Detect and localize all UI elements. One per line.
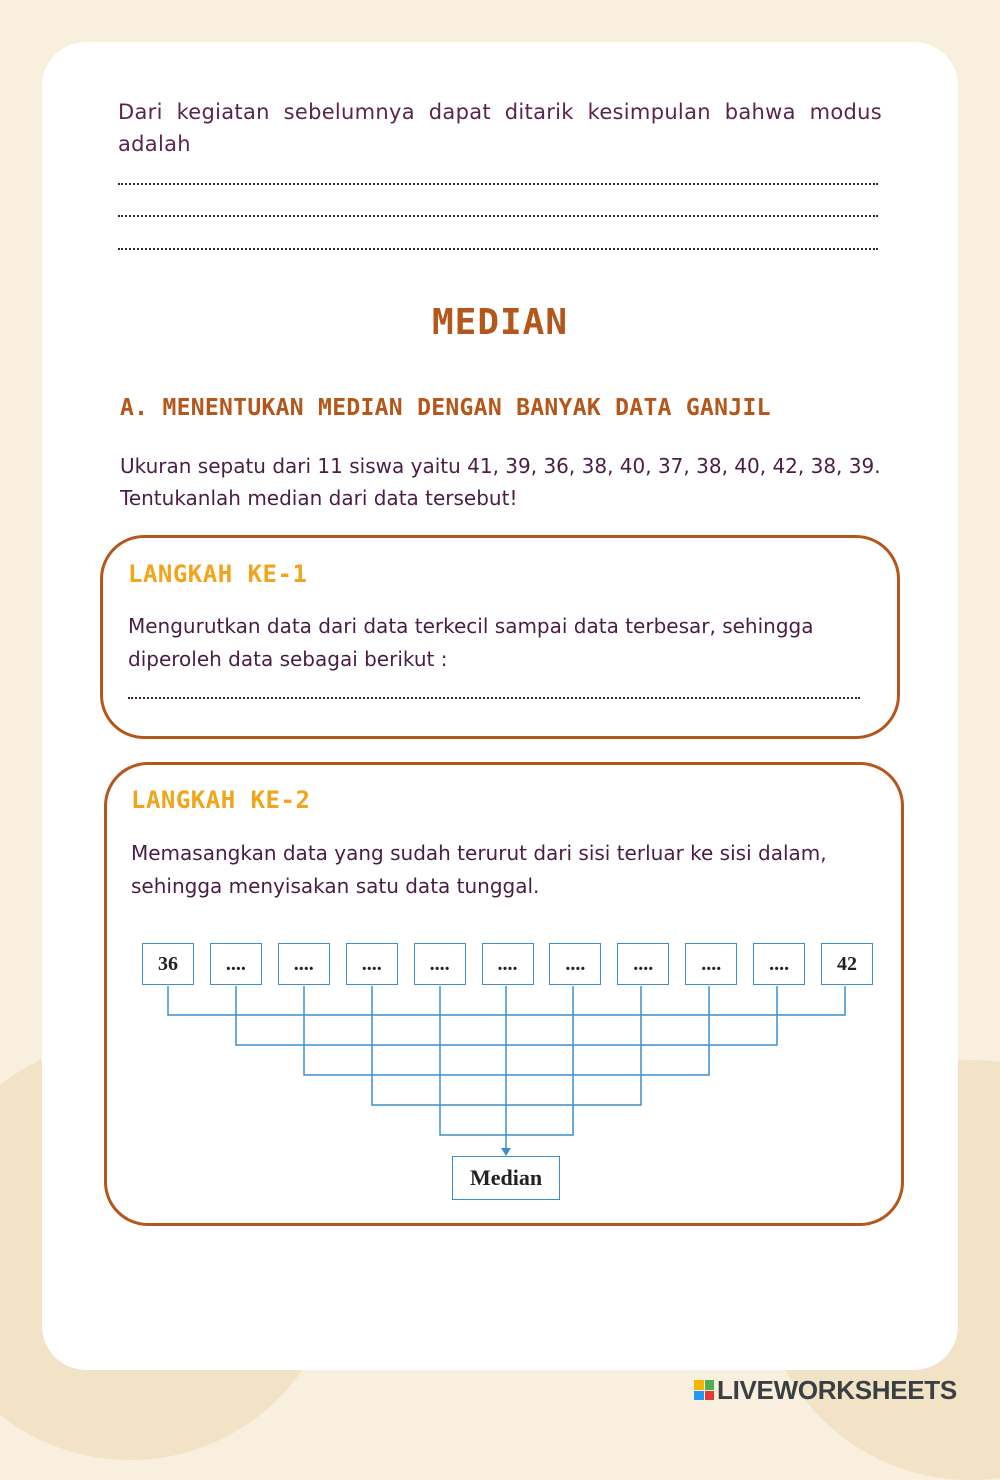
section-a-heading: A. MENENTUKAN MEDIAN DENGAN BANYAK DATA GANJIL — [120, 395, 771, 421]
data-box-3[interactable]: .... — [278, 943, 330, 985]
problem-line-2: Tentukanlah median dari data tersebut! — [120, 486, 518, 510]
liveworksheets-logo-icon — [694, 1380, 714, 1400]
page-title: MEDIAN — [431, 302, 569, 343]
data-box-2[interactable]: .... — [210, 943, 262, 985]
data-box-7[interactable]: .... — [549, 943, 601, 985]
median-box: Median — [452, 1156, 560, 1200]
problem-line-1: Ukuran sepatu dari 11 siswa yaitu 41, 39, 36, 38, 40, 37, 38, 40, 42, 38, 39. — [120, 454, 881, 478]
step-2-title: LANGKAH KE-2 — [131, 786, 311, 814]
data-box-5[interactable]: .... — [414, 943, 466, 985]
liveworksheets-logo-text: LIVEWORKSHEETS — [717, 1374, 957, 1405]
data-box-10[interactable]: .... — [753, 943, 805, 985]
data-box-8[interactable]: .... — [617, 943, 669, 985]
data-box-4[interactable]: .... — [346, 943, 398, 985]
data-box-9[interactable]: .... — [685, 943, 737, 985]
data-box-6[interactable]: .... — [482, 943, 534, 985]
data-box-11: 42 — [821, 943, 873, 985]
step-1-text: Mengurutkan data dari data terkecil sampai data terbesar, sehingga diperoleh data sebagai berikut : — [128, 614, 814, 671]
liveworksheets-logo[interactable] — [694, 1376, 957, 1404]
step-1-title: LANGKAH KE-1 — [128, 560, 308, 588]
step-2-text: Memasangkan data yang sudah terurut dari sisi terluar ke sisi dalam, sehingga menyisakan satu data tunggal. — [131, 841, 827, 898]
data-box-1: 36 — [142, 943, 194, 985]
median-arrow-head — [501, 1148, 511, 1156]
intro-text: Dari kegiatan sebelumnya dapat ditarik kesimpulan bahwa modus adalah — [118, 100, 882, 156]
